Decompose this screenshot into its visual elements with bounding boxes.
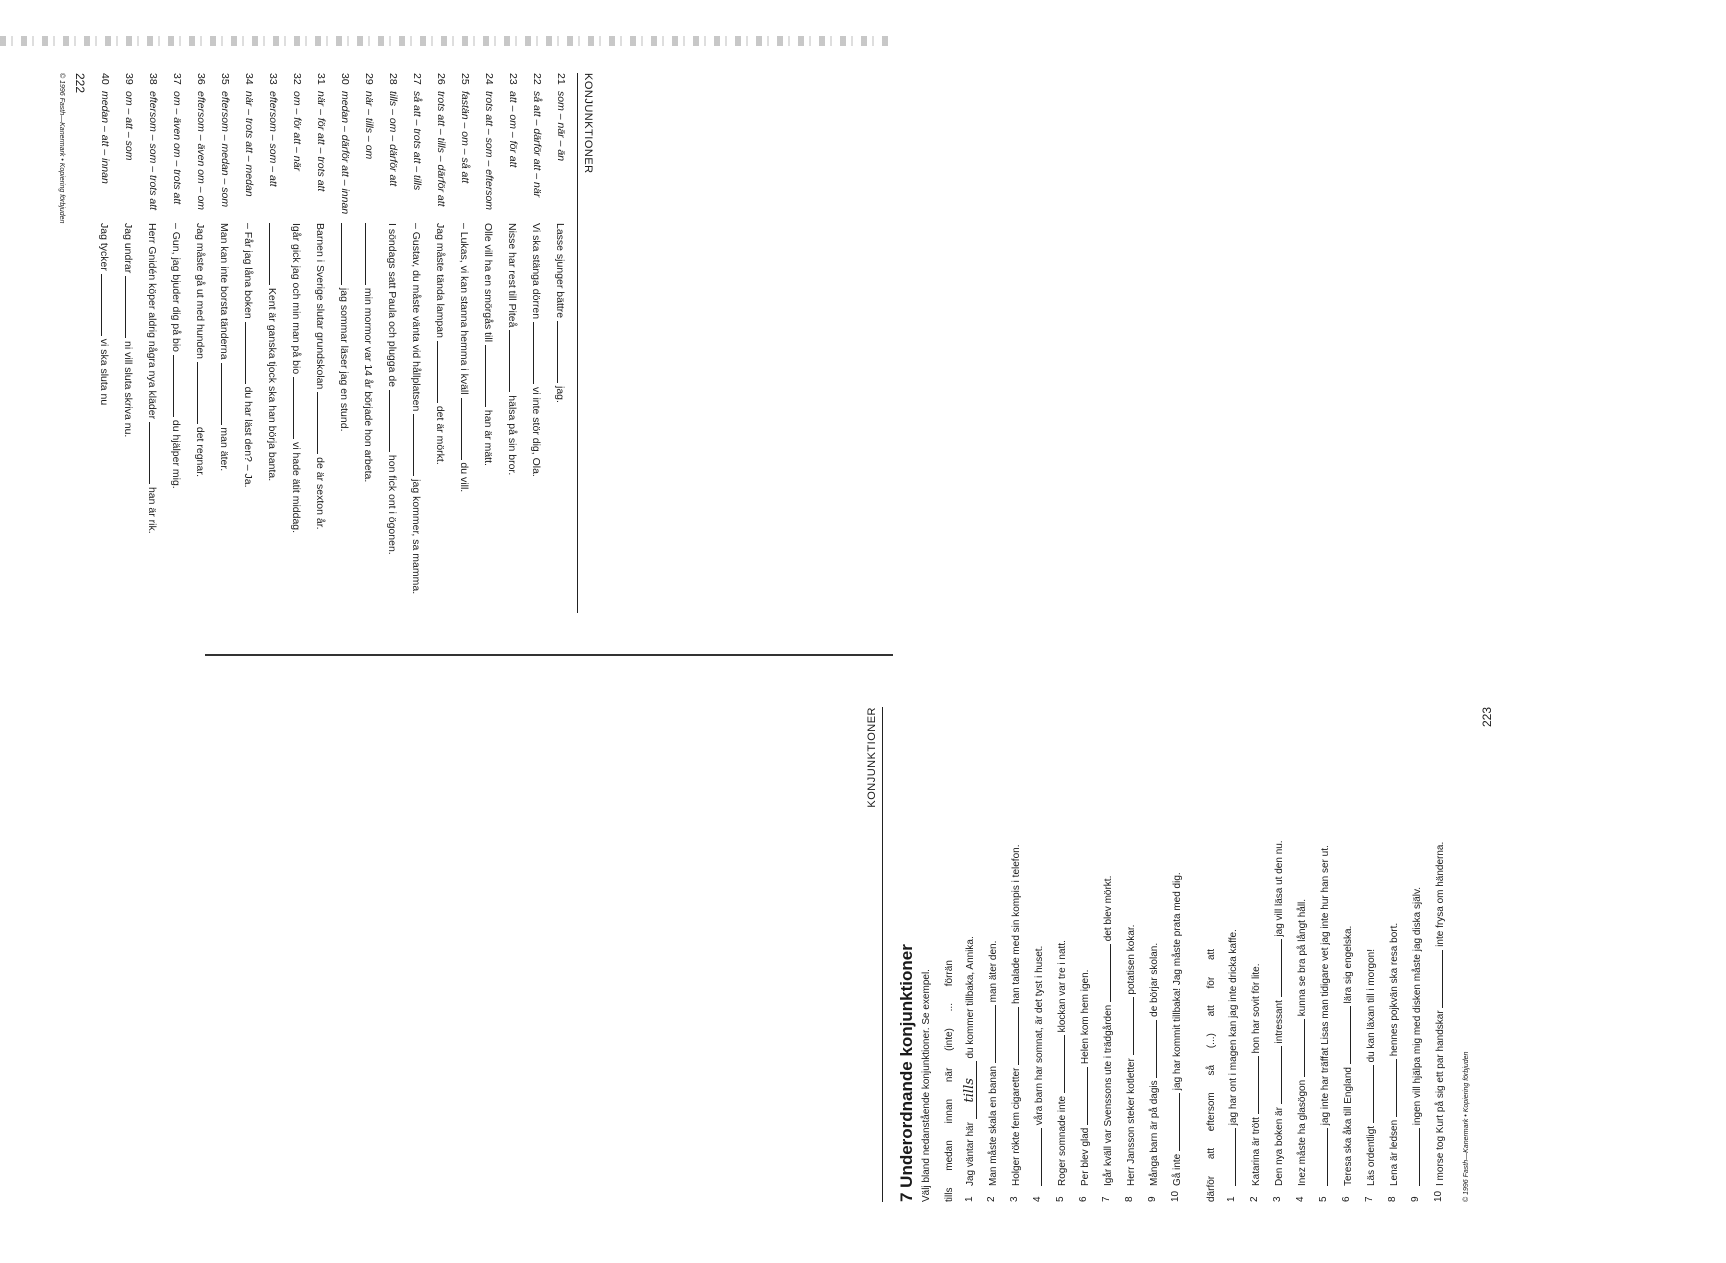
exercise-row [409,73,424,613]
exercise-instructions: Välj bland nedanstående konjunktioner. Se exempel. [921,969,932,1202]
answer-blank[interactable] [365,223,376,285]
word-bank [944,707,955,1202]
answer-blank[interactable] [1123,997,1134,1055]
sentence [97,223,112,613]
conjunction-options: som – när – än [555,91,567,162]
item-number: 1 [964,1196,975,1202]
exercise-row [481,73,496,613]
exercise-row [217,73,232,613]
exercise-row [265,73,280,613]
answer-blank[interactable] [1271,939,1282,997]
exercise-set-1 [963,707,1184,1202]
sentence [1432,707,1447,1186]
word-bank-item: medan [944,1140,955,1171]
conjunction-options: eftersom – som – trots att [147,91,159,211]
sentence [553,223,568,613]
item-number: 10 [1170,1190,1181,1202]
exercise-row [1386,707,1401,1202]
conjunction-options: när – tills – om [363,91,375,160]
sentence-text: du kan läxan till i morgon! [1366,949,1377,1066]
sentence-text: kunna se bra på långt håll. [1297,898,1308,1020]
page-number: 222 [73,73,87,94]
sentence [505,223,520,613]
conjunction-options: eftersom – som – att [267,91,279,187]
word-bank-item: när [944,1067,955,1083]
item-number: 39 [123,73,135,85]
sentence-text: inte frysa om händerna. [1435,841,1446,950]
sentence-text: Gå inte [1172,1150,1183,1186]
exercise-list [97,73,568,613]
sentence-text: Igår gick jag och min man på bio [290,223,302,378]
sentence-text: ni vill sluta skriva nu. [122,338,134,438]
exercise-row [1340,707,1355,1202]
answer-blank[interactable] [1363,1065,1374,1123]
sentence [1409,707,1424,1186]
sentence-text: vi inte stör dig, Ola. [530,384,542,477]
conjunction-options: så att – därför att – när [531,91,543,198]
sentence-text: de är sexton år. [314,454,326,530]
answer-blank[interactable] [1100,944,1111,1002]
answer-blank[interactable] [1340,1006,1351,1064]
item-number: 24 [483,73,495,85]
sentence-text: Inez måste ha glasögon [1297,1077,1308,1186]
sentence-text: Teresa ska åka till England [1343,1064,1354,1186]
answer-blank[interactable] [533,322,544,384]
exercise-row [289,73,304,613]
word-bank-item: så (...) att [1206,1005,1217,1076]
exercise-row [433,73,448,613]
sentence [1317,707,1332,1186]
sentence [1008,707,1023,1186]
sentence [361,223,376,613]
sentence [1386,707,1401,1186]
item-number: 38 [147,73,159,85]
sentence-text: I söndags satt Paula och plugga de [386,223,398,390]
answer-blank[interactable] [509,330,520,392]
exercise-row [1123,707,1138,1202]
item-number: 2 [986,1196,997,1202]
item-number: 7 [1101,1196,1112,1202]
item-number: 6 [1341,1196,1352,1202]
conjunction-options: om – att – som [123,91,135,161]
exercise-row [1077,707,1092,1202]
sentence [1100,707,1115,1186]
sentence-text: det är mörkt. [434,402,446,465]
exercise-row [1008,707,1023,1202]
exercise-row [97,73,112,613]
sentence [121,223,136,613]
conjunction-options: medan – därför att – innan [339,91,351,215]
page-222 [0,73,594,613]
sentence-text: du hjälper mig. [170,416,182,489]
sentence [433,223,448,613]
sentence-text: hon har sovit för lite. [1251,963,1262,1057]
sentence-text: du vill. [458,459,470,493]
item-number: 27 [411,73,423,85]
exercise-row [385,73,400,613]
item-number: 8 [1124,1196,1135,1202]
sentence [1225,707,1240,1186]
item-number: 6 [1078,1196,1089,1202]
item-number: 8 [1387,1196,1398,1202]
sentence-text: klockan var tre i natt. [1057,940,1068,1036]
exercise-row [1100,707,1115,1202]
sentence [1340,707,1355,1186]
sentence [1077,707,1092,1186]
sentence [337,223,352,613]
item-number: 29 [363,73,375,85]
sentence-text: Herr Jansson steker kotletter [1126,1055,1137,1186]
item-number: 9 [1410,1196,1421,1202]
answer-blank[interactable] [1294,1019,1305,1077]
answer-blank[interactable] [1409,1128,1420,1186]
sentence [217,223,232,613]
sentence-text: Jag väntar här [965,1119,976,1186]
sentence [963,707,977,1186]
answer-blank[interactable] [485,345,496,407]
sentence-text: I morse tog Kurt på sig ett par handskar [1435,1007,1446,1186]
sentence-text: jag har kommit tillbaka! Jag måste prata med dig. [1172,872,1183,1093]
conjunction-options: medan – att – innan [99,91,111,184]
sentence-text: potatisen kokar. [1126,924,1137,998]
exercise-row [169,73,184,613]
sentence-text: hon fick ont i ögonen. [386,451,398,555]
copyright-notice: © 1996 Fasth—Kanermark • Kopiering förbjuden [1463,1051,1470,1202]
sentence [289,223,304,613]
exercise-row [313,73,328,613]
sentence [409,223,424,613]
sentence [481,223,496,613]
sentence-text: Igår kväll var Svenssons ute i trädgården [1103,1002,1114,1186]
sentence-text: jag har ont i magen kan jag inte dricka kaffe. [1228,929,1239,1128]
exercise-row [1248,707,1263,1202]
exercise-row [1169,707,1184,1202]
exercise-row [1271,707,1286,1202]
item-number: 22 [531,73,543,85]
answer-blank[interactable] [1031,1128,1042,1186]
sentence-text: han är rik. [146,484,158,534]
answer-blank[interactable] [1054,1035,1065,1093]
sentence-text: Många barn är på dagis [1149,1077,1160,1186]
exercise-row [529,73,544,613]
sentence-text: Jag måste gå ut med hunden [194,223,206,362]
answer-blank[interactable] [1271,1046,1282,1104]
sentence-text: jag vill läsa ut den nu. [1274,840,1285,940]
handwritten-answer[interactable]: tills [963,1061,977,1119]
word-bank-item: innan [944,1098,955,1124]
exercise-row [505,73,520,613]
sentence [1146,707,1161,1186]
exercise-row [145,73,160,613]
exercise-row [361,73,376,613]
sentence [985,707,1000,1186]
page-223 [866,707,1726,1202]
sentence-text: Barnen i Sverige slutar grundskolan [314,223,326,393]
item-number: 3 [1009,1196,1020,1202]
sentence-text: hälsa på sin bror. [506,392,518,476]
sentence-text: Den nya boken är [1274,1104,1285,1186]
sentence [169,223,184,613]
sentence-text: ingen vill hjälpa mig med disken måste jag diska själv. [1412,886,1423,1128]
answer-blank[interactable] [1432,950,1443,1008]
item-number: 35 [219,73,231,85]
sentence-text: man äter den. [988,940,999,1006]
sentence-text: han är mätt. [482,406,494,466]
conjunction-options: så att – trots att – tills [411,91,423,191]
answer-blank[interactable] [221,363,232,425]
item-number: 9 [1147,1196,1158,1202]
conjunction-options: när – trots att – medan [243,91,255,197]
answer-blank[interactable] [1077,1067,1088,1125]
sentence-text: jag sommar läser jag en stund. [338,285,350,432]
sentence-text: – Lukas, vi kan stanna hemma i kväll [458,223,470,398]
item-number: 40 [99,73,111,85]
answer-blank[interactable] [1146,1020,1157,1078]
conjunction-options: när – för att – trots att [315,91,327,192]
word-bank-item: tills [944,1187,955,1202]
sentence [1248,707,1263,1186]
sentence-text: Jag tycker [98,223,110,274]
sentence-text: Läs ordentligt [1366,1123,1377,1186]
exercise-row [553,73,568,613]
sentence-text: man äter. [218,424,230,472]
conjunction-options: trots att – som – eftersom [483,91,495,211]
sentence-text: Lasse sjunger bättre [554,223,566,322]
sentence [1294,707,1309,1186]
answer-blank[interactable] [1169,1093,1180,1151]
sentence [529,223,544,613]
sentence [145,223,160,613]
copyright-notice: © 1996 Fasth—Kanermark • Kopiering förbjuden [58,73,65,224]
sentence-text: Vi ska stänga dörren [530,223,542,323]
answer-blank[interactable] [125,276,136,338]
word-bank-item: för att [1206,948,1217,989]
answer-blank[interactable] [269,223,280,285]
sentence-text: våra barn har somnat, är det tyst i huset. [1034,945,1045,1128]
exercise-row [1225,707,1240,1202]
conjunction-options: fastän – om – så att [459,91,471,184]
answer-blank[interactable] [245,322,256,384]
conjunction-options: eftersom – medan – som [219,91,231,208]
exercise-row [457,73,472,613]
answer-blank[interactable] [197,362,208,424]
sentence-text: Helen kom hem igen. [1080,969,1091,1067]
answer-blank[interactable] [1317,1128,1328,1186]
page-number: 223 [1480,707,1494,728]
sentence-text: jag inte har träffat Lisas man tidigare vet jag inte hur han ser ut. [1320,845,1331,1128]
answer-blank[interactable] [1008,1007,1019,1065]
sentence-text: – Gustav, du måste vänta vid hållplatsen [410,223,422,415]
exercise-row [1054,707,1069,1202]
sentence [193,223,208,613]
sentence [1363,707,1378,1186]
answer-blank[interactable] [413,414,424,476]
item-number: 7 [1364,1196,1375,1202]
conjunction-options: trots att – tills – därför att [435,91,447,207]
sentence-text: de börjar skolan. [1149,942,1160,1020]
sentence-text: Jag undrar [122,223,134,277]
item-number: 34 [243,73,255,85]
sentence-text: Olle vill ha en smörgås till [482,223,494,345]
sentence-text: Herr Gnidén köper aldrig några nya kläder [146,223,158,423]
sentence-text: Per blev glad [1080,1124,1091,1186]
sentence-text: lära sig engelska. [1343,925,1354,1007]
conjunction-options: tills – om – därför att [387,91,399,187]
sentence-text: vi hade ätit middag. [290,439,302,534]
sentence-text: Kent är ganska tjock ska han börja banta. [266,285,278,482]
sentence [1271,707,1286,1186]
exercise-row [193,73,208,613]
answer-blank[interactable] [389,390,400,452]
item-number: 1 [1226,1196,1237,1202]
sentence-text: min mormor var 14 år började hon arbeta. [362,285,374,483]
sentence [1054,707,1069,1186]
page-header: KONJUNKTIONER [577,73,594,613]
item-number: 32 [291,73,303,85]
word-bank [1206,707,1217,1202]
item-number: 23 [507,73,519,85]
exercise-row [963,707,977,1202]
word-bank-item: (inte) ... förrän [944,960,955,1051]
sentence-text: du har läst den? – Ja. [242,383,254,488]
sentence-text: vi ska sluta nu [98,335,110,406]
exercise-row [1432,707,1447,1202]
sentence-text: du kommer tillbaka, Annika. [965,936,976,1062]
sentence [1123,707,1138,1186]
item-number: 37 [171,73,183,85]
sentence [241,223,256,613]
item-number: 33 [267,73,279,85]
exercise-row [1409,707,1424,1202]
answer-blank[interactable] [461,398,472,460]
answer-blank[interactable] [149,422,160,484]
sentence-text: hennes pojkvän ska resa bort. [1389,922,1400,1060]
sentence [385,223,400,613]
exercise-row [1031,707,1046,1202]
answer-blank[interactable] [293,377,304,439]
sentence-text: jag kommer, sa mamma. [410,476,422,595]
sentence [1031,707,1046,1186]
sentence-text: det blev mörkt. [1103,875,1114,945]
exercise-row [1317,707,1332,1202]
answer-blank[interactable] [341,223,352,285]
word-bank-item: eftersom [1206,1092,1217,1132]
sentence-text: Jag måste tända lampan [434,223,446,341]
sentence [1169,707,1184,1186]
exercise-row [1294,707,1309,1202]
item-number: 2 [1249,1196,1260,1202]
conjunction-options: om – även om – trots att [171,91,183,205]
sentence-text: Man måste skala en banan [988,1063,999,1186]
item-number: 25 [459,73,471,85]
conjunction-options: eftersom – även om – om [195,91,207,211]
answer-blank[interactable] [985,1005,996,1063]
answer-blank[interactable] [317,392,328,454]
page-fold-line [205,654,893,656]
answer-blank[interactable] [557,321,568,383]
sentence-text: – Får jag låna boken [242,223,254,322]
item-number: 4 [1295,1196,1306,1202]
exercise-row [985,707,1000,1202]
conjunction-options: om – för att – när [291,91,303,171]
exercise-row [1363,707,1378,1202]
item-number: 5 [1318,1196,1329,1202]
sentence-text: jag. [554,383,566,403]
item-number: 21 [555,73,567,85]
sentence [457,223,472,613]
scan-edge-noise [0,36,893,46]
page-header: KONJUNKTIONER [866,707,883,1202]
answer-blank[interactable] [1248,1056,1259,1114]
item-number: 10 [1433,1190,1444,1202]
sentence-text: Man kan inte borsta tänderna [218,223,230,363]
sentence-text: Roger somnade inte [1057,1093,1068,1186]
item-number: 28 [387,73,399,85]
answer-blank[interactable] [101,274,112,336]
sentence-text: det regnar. [194,423,206,478]
exercise-row [337,73,352,613]
exercise-row [121,73,136,613]
exercise-row [241,73,256,613]
exercise-title: 7 Underordnande konjunktioner [897,944,916,1202]
word-bank-item: därför att [1206,1147,1217,1202]
item-number: 3 [1272,1196,1283,1202]
sentence-text: Nisse har rest till Piteå [506,223,518,331]
sentence-text: Katarina är trött [1251,1114,1262,1186]
exercise-set-2 [1225,707,1447,1202]
answer-blank[interactable] [1386,1059,1397,1117]
item-number: 5 [1055,1196,1066,1202]
exercise-row [1146,707,1161,1202]
sentence [313,223,328,613]
item-number: 36 [195,73,207,85]
sentence-text: intressant [1274,997,1285,1047]
sentence-text: – Gun, jag bjuder dig på bio [170,223,182,355]
item-number: 30 [339,73,351,85]
sentence-text: han talade med sin kompis i telefon. [1011,844,1022,1007]
sentence-text: Holger rökte fem cigaretter [1011,1064,1022,1186]
item-number: 26 [435,73,447,85]
conjunction-options: att – om – för att [507,91,519,168]
answer-blank[interactable] [1225,1128,1236,1186]
answer-blank[interactable] [437,341,448,403]
sentence [265,223,280,613]
item-number: 31 [315,73,327,85]
sentence-text: Lena är ledsen [1389,1117,1400,1186]
answer-blank[interactable] [173,355,184,417]
item-number: 4 [1032,1196,1043,1202]
